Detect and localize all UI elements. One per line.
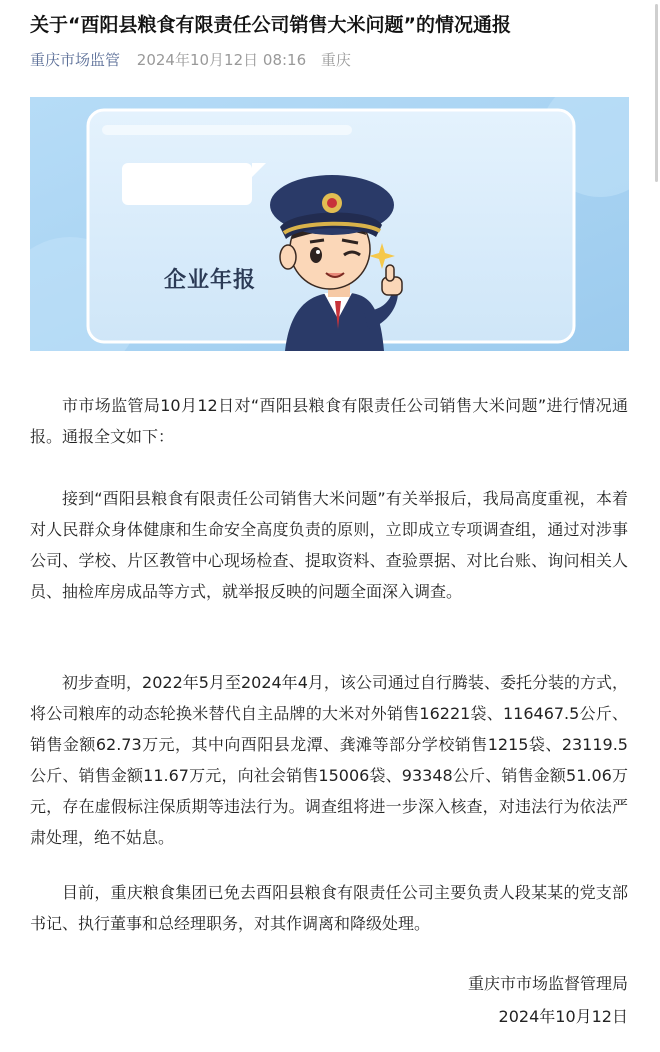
banner-label: 企业年报 — [164, 268, 257, 293]
signature-date: 2024年10月12日 — [498, 1007, 628, 1026]
publish-location: 重庆 — [320, 51, 351, 69]
article-title: 关于“酉阳县粮食有限责任公司销售大米问题”的情况通报 — [30, 14, 511, 36]
banner-illustration — [30, 97, 629, 351]
paragraph-report: 接到“酉阳县粮食有限责任公司销售大米问题”有关举报后，我局高度重视，本着对人民群众身体健康和生命安全高度负责的原则，立即成立专项调查组，通过对涉事公司、学校、片区教管中心现场检查、提取资料、查验票据、对比台账、询问相关人员、抽检库房成品等方式，就举报反映的问题全面深入调查。 — [30, 489, 628, 601]
account-name-link[interactable]: 重庆市场监管 — [30, 51, 121, 69]
publish-time: 2024年10月12日 08:16 — [136, 51, 307, 69]
article-meta — [30, 48, 351, 72]
signature-org: 重庆市市场监督管理局 — [467, 974, 628, 993]
paragraph-findings: 初步查明，2022年5月至2024年4月，该公司通过自行腾装、委托分装的方式，将公司粮库的动态轮换米替代自主品牌的大米对外销售16221袋、116467.5公斤、销售金额62.73万元，其中向酉阳县龙潭、龚滩等部分学校销售1215袋、23119.5公斤、销售金额11.67万元，向社会销售15006袋、93348公斤、销售金额51.06万元，存在虚假标注保质期等违法行为。调查组将进一步深入核查，对违法行为依法严肃处理，绝不姑息。 — [30, 673, 628, 847]
paragraph-intro: 市市场监管局10月12日对“酉阳县粮食有限责任公司销售大米问题”进行情况通报。通报全文如下： — [30, 396, 628, 446]
paragraph-action: 目前，重庆粮食集团已免去酉阳县粮食有限责任公司主要负责人段某某的党支部书记、执行董事和总经理职务，对其作调离和降级处理。 — [30, 883, 628, 933]
banner-image — [30, 97, 629, 351]
scrollbar[interactable] — [655, 4, 658, 182]
